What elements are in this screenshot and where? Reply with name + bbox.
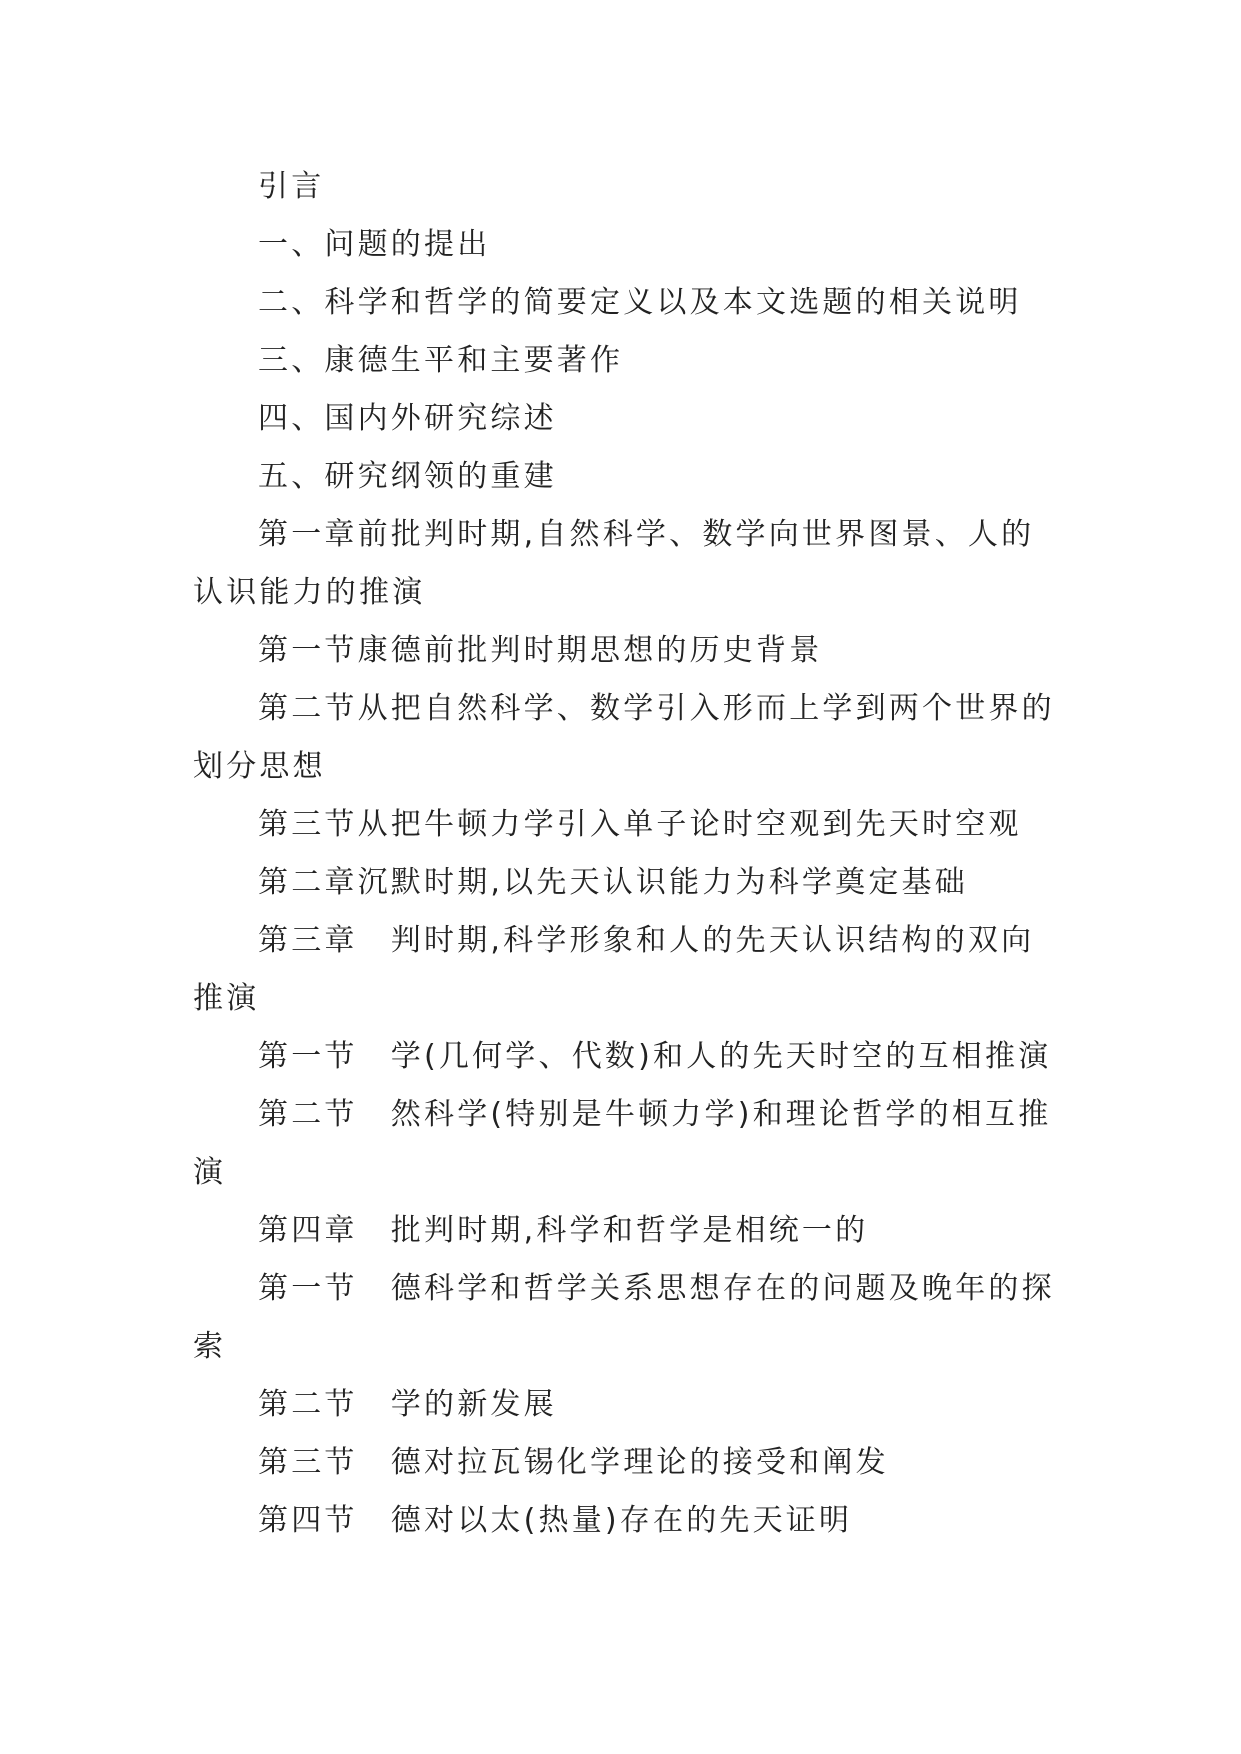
toc-chapter-2: 第二章沉默时期,以先天认识能力为科学奠定基础 bbox=[258, 865, 968, 900]
toc-chapter-4-section-1: 第一节 德科学和哲学关系思想存在的问题及晚年的探索 bbox=[193, 1271, 1055, 1364]
toc-chapter-1-section-2: 第二节从把自然科学、数学引入形而上学到两个世界的划分思想 bbox=[193, 691, 1055, 784]
toc-section-5: 五、研究纲领的重建 bbox=[258, 459, 557, 494]
toc-chapter-1-section-3: 第三节从把牛顿力学引入单子论时空观到先天时空观 bbox=[258, 807, 1022, 842]
toc-section-4: 四、国内外研究综述 bbox=[258, 401, 557, 436]
toc-chapter-3: 第三章 判时期,科学形象和人的先天认识结构的双向推演 bbox=[193, 923, 1035, 1016]
toc-chapter-4-section-3: 第三节 德对拉瓦锡化学理论的接受和阐发 bbox=[258, 1445, 889, 1480]
toc-chapter-1-section-1: 第一节康德前批判时期思想的历史背景 bbox=[258, 633, 823, 668]
toc-section-2: 二、科学和哲学的简要定义以及本文选题的相关说明 bbox=[258, 285, 1022, 320]
toc-intro: 引言 bbox=[258, 169, 325, 204]
toc-chapter-4: 第四章 批判时期,科学和哲学是相统一的 bbox=[258, 1213, 869, 1248]
toc-chapter-4-section-2: 第二节 学的新发展 bbox=[258, 1387, 557, 1422]
toc-section-1: 一、问题的提出 bbox=[258, 227, 491, 262]
toc-chapter-1: 第一章前批判时期,自然科学、数学向世界图景、人的认识能力的推演 bbox=[193, 517, 1035, 610]
table-of-contents bbox=[193, 158, 1055, 1550]
toc-chapter-3-section-1: 第一节 学(几何学、代数)和人的先天时空的互相推演 bbox=[258, 1039, 1052, 1074]
toc-chapter-3-section-2: 第二节 然科学(特别是牛顿力学)和理论哲学的相互推演 bbox=[193, 1097, 1052, 1190]
toc-chapter-4-section-4: 第四节 德对以太(热量)存在的先天证明 bbox=[258, 1503, 853, 1538]
toc-section-3: 三、康德生平和主要著作 bbox=[258, 343, 624, 378]
